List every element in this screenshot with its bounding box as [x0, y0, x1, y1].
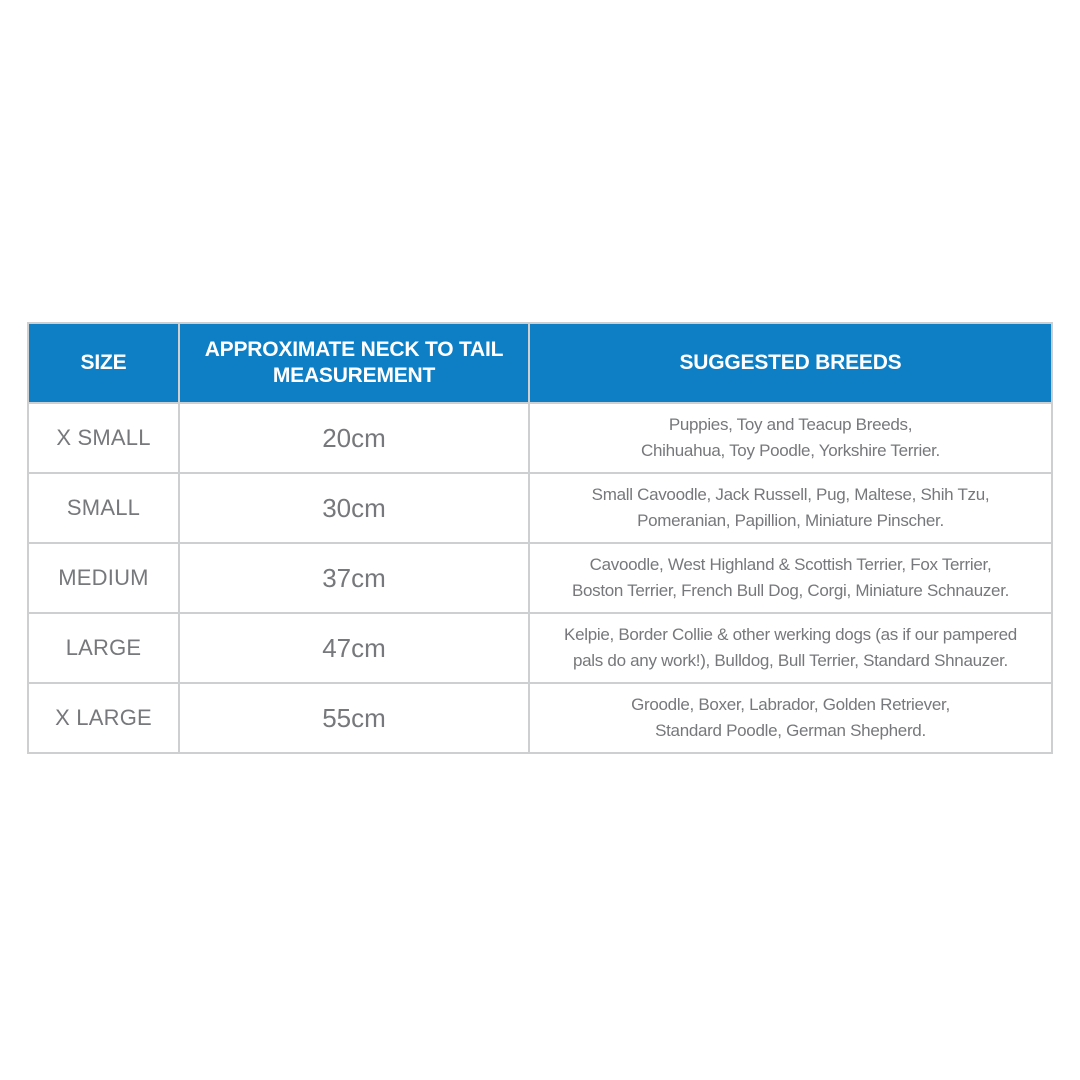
breeds-line: Chihuahua, Toy Poodle, Yorkshire Terrier. [641, 441, 940, 460]
breeds-cell [529, 683, 1052, 753]
table-row [28, 683, 1052, 753]
header-size-label: SIZE [80, 351, 127, 374]
table-row [28, 403, 1052, 473]
size-cell: LARGE [28, 613, 179, 683]
header-size [28, 323, 179, 403]
breeds-line: Boston Terrier, French Bull Dog, Corgi, Miniature Schnauzer. [571, 581, 1010, 600]
table-row [28, 613, 1052, 683]
breeds-line: pals do any work!), Bulldog, Bull Terrier, Standard Shnauzer. [573, 651, 1008, 670]
breeds-line: Puppies, Toy and Teacup Breeds, [668, 415, 913, 434]
measurement-cell: 37cm [179, 543, 529, 613]
measurement-cell: 20cm [179, 403, 529, 473]
size-cell: MEDIUM [28, 543, 179, 613]
size-cell: X LARGE [28, 683, 179, 753]
breeds-line: Groodle, Boxer, Labrador, Golden Retriever, [631, 695, 950, 714]
breeds-cell [529, 613, 1052, 683]
breeds-line: Kelpie, Border Collie & other werking dogs (as if our pampered [564, 625, 1017, 644]
header-measurement [179, 323, 529, 403]
measurement-cell: 30cm [179, 473, 529, 543]
table-row [28, 543, 1052, 613]
size-chart-table [27, 322, 1053, 754]
breeds-line: Pomeranian, Papillion, Miniature Pinscher. [637, 511, 944, 530]
breeds-line: Cavoodle, West Highland & Scottish Terrier, Fox Terrier, [589, 555, 992, 574]
breeds-cell [529, 403, 1052, 473]
breeds-cell [529, 543, 1052, 613]
size-cell: SMALL [28, 473, 179, 543]
header-measurement-line1: APPROXIMATE NECK TO TAIL [204, 338, 504, 361]
size-cell: X SMALL [28, 403, 179, 473]
header-measurement-line2: MEASUREMENT [272, 364, 436, 387]
measurement-cell: 47cm [179, 613, 529, 683]
header-breeds-label: SUGGESTED BREEDS [679, 351, 902, 374]
measurement-cell: 55cm [179, 683, 529, 753]
breeds-cell [529, 473, 1052, 543]
breeds-line: Small Cavoodle, Jack Russell, Pug, Maltese, Shih Tzu, [591, 485, 990, 504]
breeds-line: Standard Poodle, German Shepherd. [655, 721, 926, 740]
header-row [28, 323, 1052, 403]
header-breeds [529, 323, 1052, 403]
table-row [28, 473, 1052, 543]
